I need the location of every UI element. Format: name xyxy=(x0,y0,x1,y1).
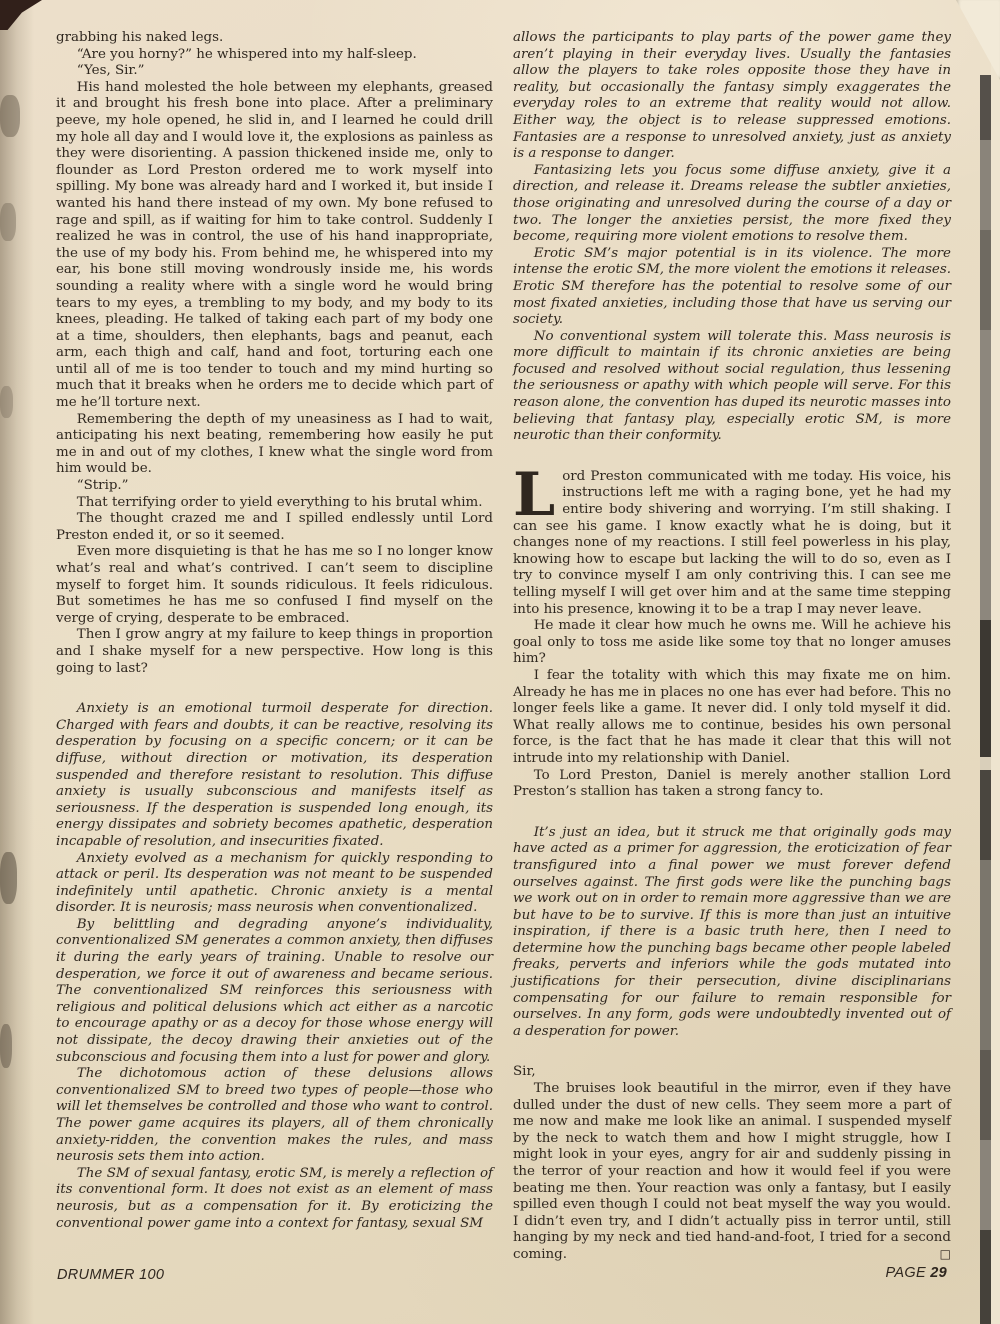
left-column xyxy=(56,30,493,1232)
paragraph: The dichotomous action of these delusions allows conventionalized SM to breed two types of people—those who will let themselves be controlled and those who want to control. The power game acquires its players, all of them chronically anxiety-ridden, the convention makes the rules, and mass neurosis sets them into action. xyxy=(56,1066,493,1165)
paragraph: Fantasizing lets you focus some diffuse anxiety, give it a direction, and release it. Dreams release the subtler anxieties, those originating and unresolved during the course of a day or two. The longer the anxieties persist, the more fixed they become, requiring more violent emotions to resolve them. xyxy=(513,162,951,245)
page-edge-shadow xyxy=(980,1050,991,1140)
page-edge-shadow xyxy=(980,330,991,620)
page-edge-shadow xyxy=(980,140,991,230)
paragraph: grabbing his naked legs. xyxy=(56,30,224,45)
paper-smudge xyxy=(0,203,16,241)
page-edge-shadow xyxy=(980,1140,991,1230)
paragraph: He made it clear how much he owns me. Will he achieve his goal only to toss me aside like some toy that no longer amuses him? xyxy=(513,618,951,667)
footer-page-number xyxy=(886,1265,948,1281)
footer-page-label: PAGE xyxy=(885,1265,926,1281)
page-corner-crease xyxy=(956,0,1000,80)
paragraph: The thought crazed me and I spilled endlessly until Lord Preston ended it, or so it seemed. xyxy=(56,511,493,543)
paragraph: The bruises look beautiful in the mirror, even if they have dulled under the dust of new cells. They seem more a part of me now and make me look like an animal. I suspended myself by the neck to watch them and how I might struggle, how I might look in your eyes, angry for air and suddenly pissing in the terror of your reaction and how it would feel if you were beating me then. Your reaction was only a fantasy, but I easily spilled even though I could not beat myself the way you would. I didn’t even try, and I didn’t actually piss in terror until, still hanging by my neck and tied hand-and-foot, I tried for a second coming. □ xyxy=(513,1081,951,1262)
paragraph: By belittling and degrading anyone’s individuality, conventionalized SM generates a common anxiety, then diffuses it during the early years of training. Unable to resolve our desperation, we force it out of awareness and became serious. The conventionalized SM reinforces this seriousness with religious and political delusions which act either as a narcotic to encourage apathy or as a decoy for those whose energy will not dissipate, the decoy drawing their anxieties out of the subconscious and focusing them into a lust for power and glory. xyxy=(56,916,493,1065)
paper-smudge xyxy=(0,1024,12,1068)
page-edge-shadow xyxy=(980,230,991,330)
page-edge-shadow xyxy=(980,1230,991,1324)
paragraph: Then I grow angry at my failure to keep things in proportion and I shake myself for a new perspective. How long is this going to last? xyxy=(56,627,493,676)
paragraph: No conventional system will tolerate this. Mass neurosis is more difficult to maintain if its chronic anxieties are being focused and resolved without social regulation, thus lessening the seriousness or apathy with which people will serve. For this reason alone, the convention has duped its neurotic masses into believing that fantasy play, especially erotic SM, is more neurotic than their conformity. xyxy=(513,328,951,444)
paragraph: To Lord Preston, Daniel is merely another stallion Lord Preston’s stallion has taken a strong fancy to. xyxy=(513,767,951,800)
page-gutter-shadow xyxy=(0,0,34,1324)
paragraph: His hand molested the hole between my elephants, greased it and brought his fresh bone into place. After a preliminary peeve, my hole opened, he slid in, and I learned he could drill my hole all day and I would love it, the explosions as painless as they were disorienting. A passion thickened inside me, only to flounder as Lord Preston ordered me to work myself into spilling. My bone was already hard and I worked it, but inside I wanted his hand there instead of my own. My bone refused to rage and spill, as if waiting for him to take control. Suddenly I realized he was in control, the use of his hand inappropriate, the use of my body his. From behind me, he whispered into my ear, his bone still moving wondrously inside me, his words sounding a reality where with a single word he would bring tears to my eyes, a trembling to my body, and my body to its knees, pleading. He talked of taking each part of my body one at a time, shoulders, then elephants, bags and peanut, each arm, each thigh and calf, hand and foot, torturing each one until all of me is too tender to touch and my mind hurting so much that it breaks when he orders me to decide which part of me he’ll torture next. xyxy=(56,79,493,411)
right-column xyxy=(513,30,951,1264)
paragraph: Even more disquieting is that he has me so I no longer know what’s real and what’s contrived. I can’t seem to discipline myself to forget him. It sounds ridiculous. It feels ridiculous. But sometimes he has me so confused I find myself on the verge of crying, desperate to be embraced. xyxy=(56,544,493,626)
end-of-article-marker: □ xyxy=(939,1246,951,1261)
paragraph: Lord Preston communicated with me today. His voice, his instructions left me with a raging bone, yet he had my entire body shivering and worrying. I’m still shaking. I can see his game. I know exactly what he is doing, but it changes none of my reactions. I still feel powerless in his play, knowing how to escape but lacking the will to do so, even as I try to convince myself I am only contriving this. I can see me telling myself I will get over him and at the same time stepping into his presence, knowing it to be a trap I may never leave. xyxy=(513,459,951,617)
paragraph: “Yes, Sir.” xyxy=(76,63,145,79)
paragraph: Anxiety evolved as a mechanism for quickly responding to attack or peril. Its desperation was not meant to be suspended indefinitely until apathetic. Chronic anxiety is a mental disorder. It is neurosis; mass neurosis when conventionalized. xyxy=(56,850,493,916)
page-edge-shadow xyxy=(980,757,991,770)
paragraph: Erotic SM’s major potential is in its violence. The more intense the erotic SM, the more violent the emotions it releases. Erotic SM therefore has the potential to resolve some of our most fixated anxieties, including those that have us serving our society. xyxy=(513,245,951,328)
paragraph: allows the participants to play parts of the power game they aren’t playing in their everyday lives. Usually the fantasies allow the players to take roles opposite those they have in reality, but occasionally the fantasy simply exaggerates the everyday roles to an extreme that reality would not allow. Either way, the object is to release suppressed emotions. Fantasies are a response to unresolved anxiety, just as anxiety is a response to danger. xyxy=(513,30,951,162)
drop-cap: L xyxy=(513,459,556,530)
page-edge-shadow xyxy=(980,620,991,757)
paragraph: “Are you horny?” he whispered into my half-sleep. xyxy=(76,46,417,62)
page-edge xyxy=(991,0,1000,1324)
paragraph: Anxiety is an emotional turmoil desperate for direction. Charged with fears and doubts, it can be reactive, resolving its desperation by focusing on a specific concern; or it can be diffuse, without direction or motivation, its desperation suspended and therefore resistant to resolution. This diffuse anxiety is usually subconscious and manifests itself as seriousness. If the desperation is suspended long enough, its energy dissipates and sobriety becomes apathetic, desperation incapable of resolution, and insecurities fixated. xyxy=(56,701,493,849)
paper-smudge xyxy=(0,852,17,904)
paper-smudge xyxy=(0,386,13,418)
paragraph: That terrifying order to yield everything to his brutal whim. xyxy=(76,494,483,510)
paragraph: Remembering the depth of my uneasiness as I had to wait, anticipating his next beating, remembering how easily he put me in and out of my clothes, I knew what the single word from him would be. xyxy=(56,411,493,477)
page-edge-shadow xyxy=(980,860,991,1050)
paragraph: Sir, xyxy=(513,1064,536,1080)
footer-publication: DRUMMER 100 xyxy=(57,1267,165,1283)
page-edge-shadow xyxy=(980,75,991,140)
paragraph: It’s just an idea, but it struck me that originally gods may have acted as a primer for aggression, the eroticization of fear transfigured into a final power we must forever defend ourselves against. The first gods were like the punching bags we work out on in order to remain more aggressive than we are but have to be to survive. If this is more than just an intuitive inspiration, if there is a basic truth here, then I need to determine how the punching bags became other people labeled freaks, perverts and inferiors while the gods mutated into justifications for their persecution, divine disciplinarians compensating for our failure to remain responsible for ourselves. In any form, gods were undoubtedly invented out of a desperation for power. xyxy=(513,824,951,1039)
page-edge-shadow xyxy=(980,770,991,860)
footer-page-value: 29 xyxy=(930,1265,947,1281)
paragraph: The SM of sexual fantasy, erotic SM, is merely a reflection of its conventional form. It does not exist as an element of mass neurosis, but as a compensation for it. By eroticizing the conventional power game into a context for fantasy, sexual SM xyxy=(56,1165,493,1231)
paper-smudge xyxy=(0,95,20,137)
paragraph: “Strip.” xyxy=(76,478,129,494)
paragraph: I fear the totality with which this may fixate me on him. Already he has me in places no one has ever had before. This no longer feels like a game. It never did. I only told myself it did. What really allows me to continue, besides his own personal force, is the fact that he has made it clear that this will not intrude into my relationship with Daniel. xyxy=(513,667,951,766)
